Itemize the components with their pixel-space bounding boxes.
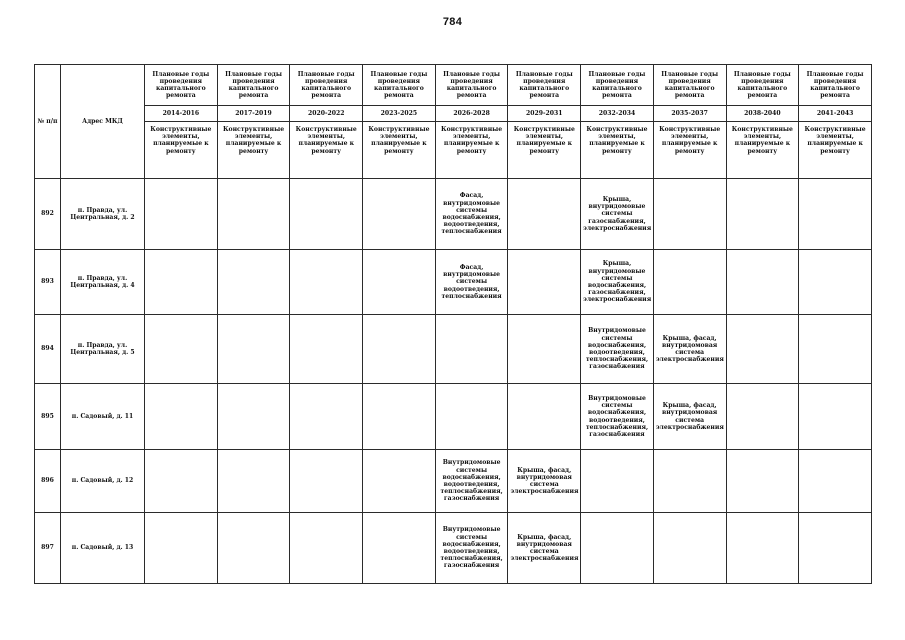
repair-cell: Внутридомовые системы водоснабжения, водоотведения, теплоснабжения, газоснабжения	[581, 384, 654, 450]
repair-cell	[726, 179, 799, 250]
period-header: Плановые годы проведения капитального ремонта	[581, 65, 654, 106]
repair-cell	[581, 450, 654, 513]
repair-cell	[799, 384, 872, 450]
year-range: 2026-2028	[435, 106, 508, 122]
repair-cell	[799, 179, 872, 250]
repair-cell: Внутридомовые системы водоснабжения, водоотведения, теплоснабжения, газоснабжения	[581, 315, 654, 384]
row-address: п. Правда, ул. Центральная, д. 2	[61, 179, 145, 250]
period-header: Плановые годы проведения капитального ремонта	[363, 65, 436, 106]
period-header: Плановые годы проведения капитального ремонта	[145, 65, 218, 106]
repair-cell	[726, 450, 799, 513]
repair-cell	[653, 513, 726, 584]
elements-header: Конструктивные элементы, планируемые к ремонту	[653, 122, 726, 179]
elements-header: Конструктивные элементы, планируемые к ремонту	[217, 122, 290, 179]
repair-cell	[217, 384, 290, 450]
row-address: п. Садовый, д. 12	[61, 450, 145, 513]
repair-cell	[145, 450, 218, 513]
elements-header: Конструктивные элементы, планируемые к ремонту	[726, 122, 799, 179]
period-header: Плановые годы проведения капитального ремонта	[799, 65, 872, 106]
repair-cell: Фасад, внутридомовые системы водоотведения, теплоснабжения	[435, 250, 508, 315]
elements-header: Конструктивные элементы, планируемые к ремонту	[799, 122, 872, 179]
repair-cell	[508, 315, 581, 384]
period-header: Плановые годы проведения капитального ремонта	[653, 65, 726, 106]
table-row	[35, 384, 872, 450]
repair-cell	[290, 179, 363, 250]
repair-cell	[145, 250, 218, 315]
repair-cell	[363, 513, 436, 584]
year-range: 2038-2040	[726, 106, 799, 122]
repair-cell	[363, 450, 436, 513]
repair-cell	[508, 250, 581, 315]
elements-header: Конструктивные элементы, планируемые к ремонту	[435, 122, 508, 179]
repair-cell	[653, 179, 726, 250]
repair-cell	[145, 315, 218, 384]
repair-cell: Крыша, фасад, внутридомовая система электроснабжения	[653, 315, 726, 384]
repair-cell	[799, 513, 872, 584]
elements-header: Конструктивные элементы, планируемые к ремонту	[508, 122, 581, 179]
repair-cell	[363, 250, 436, 315]
row-number: 892	[35, 179, 61, 250]
repair-cell	[799, 315, 872, 384]
repair-cell	[290, 250, 363, 315]
row-address: п. Правда, ул. Центральная, д. 5	[61, 315, 145, 384]
repair-cell	[726, 250, 799, 315]
year-range: 2032-2034	[581, 106, 654, 122]
table-row	[35, 179, 872, 250]
repair-cell	[217, 315, 290, 384]
year-range: 2014-2016	[145, 106, 218, 122]
page-number: 784	[442, 16, 463, 28]
elements-header: Конструктивные элементы, планируемые к ремонту	[290, 122, 363, 179]
repair-cell	[290, 384, 363, 450]
row-number: 894	[35, 315, 61, 384]
col-header-address: Адрес МКД	[61, 65, 145, 179]
capital-repair-table	[34, 64, 872, 584]
row-number: 895	[35, 384, 61, 450]
col-header-num: № п/п	[35, 65, 61, 179]
repair-cell	[726, 384, 799, 450]
repair-cell	[726, 315, 799, 384]
repair-cell: Внутридомовые системы водоснабжения, водоотведения, теплоснабжения, газоснабжения	[435, 513, 508, 584]
repair-cell: Крыша, фасад, внутридомовая система электроснабжения	[508, 513, 581, 584]
row-number: 897	[35, 513, 61, 584]
header-row-periods	[35, 65, 872, 106]
year-range: 2020-2022	[290, 106, 363, 122]
row-address: п. Садовый, д. 11	[61, 384, 145, 450]
repair-cell	[653, 450, 726, 513]
year-range: 2023-2025	[363, 106, 436, 122]
repair-cell: Внутридомовые системы водоснабжения, водоотведения, теплоснабжения, газоснабжения	[435, 450, 508, 513]
repair-cell	[799, 450, 872, 513]
table-row	[35, 250, 872, 315]
repair-cell	[726, 513, 799, 584]
period-header: Плановые годы проведения капитального ремонта	[726, 65, 799, 106]
period-header: Плановые годы проведения капитального ремонта	[217, 65, 290, 106]
repair-cell	[145, 513, 218, 584]
table-row	[35, 513, 872, 584]
elements-header: Конструктивные элементы, планируемые к ремонту	[145, 122, 218, 179]
repair-cell	[217, 513, 290, 584]
repair-cell: Фасад, внутридомовые системы водоснабжения, водоотведения, теплоснабжения	[435, 179, 508, 250]
repair-cell	[217, 450, 290, 513]
repair-cell	[290, 450, 363, 513]
table-row	[35, 450, 872, 513]
year-range: 2029-2031	[508, 106, 581, 122]
repair-cell: Крыша, внутридомовые системы газоснабжения, электроснабжения	[581, 179, 654, 250]
year-range: 2017-2019	[217, 106, 290, 122]
elements-header: Конструктивные элементы, планируемые к ремонту	[581, 122, 654, 179]
header-row-elements	[35, 122, 872, 179]
repair-cell	[363, 179, 436, 250]
repair-cell	[363, 384, 436, 450]
repair-cell	[363, 315, 436, 384]
repair-cell	[290, 315, 363, 384]
repair-cell	[508, 179, 581, 250]
repair-cell	[581, 513, 654, 584]
repair-cell	[217, 179, 290, 250]
period-header: Плановые годы проведения капитального ремонта	[508, 65, 581, 106]
repair-cell	[435, 315, 508, 384]
row-number: 896	[35, 450, 61, 513]
row-address: п. Садовый, д. 13	[61, 513, 145, 584]
repair-cell	[435, 384, 508, 450]
year-range: 2035-2037	[653, 106, 726, 122]
header-row-years	[35, 106, 872, 122]
repair-cell	[145, 179, 218, 250]
row-address: п. Правда, ул. Центральная, д. 4	[61, 250, 145, 315]
repair-cell: Крыша, фасад, внутридомовая система электроснабжения	[653, 384, 726, 450]
repair-cell	[217, 250, 290, 315]
repair-cell	[508, 384, 581, 450]
repair-cell	[653, 250, 726, 315]
period-header: Плановые годы проведения капитального ремонта	[290, 65, 363, 106]
repair-cell	[799, 250, 872, 315]
row-number: 893	[35, 250, 61, 315]
period-header: Плановые годы проведения капитального ремонта	[435, 65, 508, 106]
table-row	[35, 315, 872, 384]
year-range: 2041-2043	[799, 106, 872, 122]
repair-cell	[290, 513, 363, 584]
repair-cell: Крыша, внутридомовые системы водоснабжения, газоснабжения, электроснабжения	[581, 250, 654, 315]
repair-cell	[145, 384, 218, 450]
repair-cell: Крыша, фасад, внутридомовая система электроснабжения	[508, 450, 581, 513]
elements-header: Конструктивные элементы, планируемые к ремонту	[363, 122, 436, 179]
